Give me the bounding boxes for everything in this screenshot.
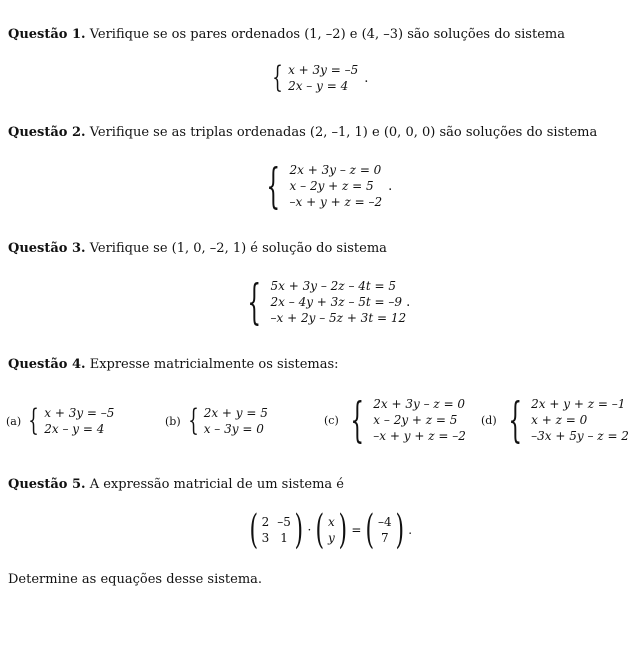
vector-entry: 7 [381, 531, 389, 545]
left-brace-icon: { [28, 403, 39, 438]
right-paren-icon: ) [294, 507, 303, 553]
question-1-text: Verifique se os pares ordenados (1, –2) e (4, –3) são soluções do sistema [89, 27, 565, 42]
equation: x – 2y + z = 5 [289, 179, 374, 193]
equation: x – 3y = 0 [203, 422, 264, 436]
left-brace-icon: { [187, 403, 199, 438]
question-4 [8, 357, 339, 372]
question-4-text: Expresse matricialmente os sistemas: [89, 357, 339, 372]
question-3-text: Verifique se (1, 0, –2, 1) é solução do sistema [89, 241, 387, 256]
coefficient-matrix [262, 515, 291, 545]
period: . [388, 178, 393, 194]
left-paren-icon: ( [249, 507, 259, 553]
question-1-system [268, 62, 368, 94]
left-paren-icon: ( [365, 507, 375, 553]
variable-vector [328, 515, 335, 545]
question-4a-system [6, 405, 114, 437]
question-5-text: A expressão matricial de um sistema é [89, 477, 344, 492]
left-brace-icon: { [266, 158, 281, 214]
matrix-entry: 1 [280, 531, 288, 545]
question-2-system [258, 158, 393, 214]
period: . [408, 523, 413, 537]
period: . [364, 70, 369, 86]
equation: x – 2y + z = 5 [373, 413, 458, 427]
question-4b-system [165, 405, 268, 437]
equation: –x + y + z = –2 [373, 429, 466, 443]
period: . [406, 294, 411, 310]
question-3 [8, 241, 387, 256]
equation: 2x – y = 4 [288, 79, 349, 93]
equation: 2x + y + z = –1 [531, 397, 626, 411]
right-paren-icon: ) [395, 507, 404, 553]
question-2-text: Verifique se as triplas ordenadas (2, –1, 1) e (0, 0, 0) são soluções do sistema [89, 125, 598, 140]
vector-entry: –4 [378, 515, 392, 529]
item-label: (a) [6, 414, 22, 428]
matrix-equation [246, 507, 413, 553]
equation: 2x – y = 4 [44, 422, 105, 436]
matrix-entry: 3 [261, 531, 270, 545]
question-1-label: Questão 1. [8, 27, 86, 42]
left-brace-icon: { [247, 274, 262, 330]
left-brace-icon: { [350, 392, 364, 448]
item-label: (b) [165, 414, 181, 428]
equation: –x + y + z = –2 [289, 195, 383, 209]
item-label: (c) [324, 413, 339, 427]
equals-sign: = [351, 523, 362, 537]
left-brace-icon: { [272, 60, 283, 95]
equation: 5x + 3y – 2z – 4t = 5 [270, 279, 397, 293]
question-4-label: Questão 4. [8, 357, 86, 372]
equation: x + 3y = –5 [288, 63, 359, 77]
equation: –3x + 5y – z = 2 [531, 429, 629, 443]
constant-vector [378, 515, 392, 545]
equation: –x + 2y – 5z + 3t = 12 [270, 311, 407, 325]
question-5-instruction: Determine as equações desse sistema. [8, 572, 263, 587]
question-1 [8, 27, 565, 42]
equation: 2x + 3y – z = 0 [373, 397, 466, 411]
equation: 2x + 3y – z = 0 [289, 163, 382, 177]
question-4c-system [324, 392, 466, 448]
question-2-label: Questão 2. [8, 125, 86, 140]
vector-entry: y [327, 531, 335, 545]
matrix-entry: –5 [277, 515, 291, 529]
multiply-dot: · [307, 523, 312, 537]
vector-entry: x [327, 515, 335, 529]
equation: 2x + y = 5 [203, 406, 268, 420]
left-paren-icon: ( [315, 507, 325, 553]
question-4d-system [481, 392, 629, 448]
equation: 2x – 4y + 3z – 5t = –9 [270, 295, 403, 309]
question-3-label: Questão 3. [8, 241, 86, 256]
right-paren-icon: ) [338, 507, 347, 553]
equation: x + 3y = –5 [44, 406, 115, 420]
question-5-label: Questão 5. [8, 477, 86, 492]
question-3-system [239, 274, 411, 330]
item-label: (d) [481, 413, 497, 427]
question-5 [8, 477, 344, 492]
left-brace-icon: { [508, 392, 522, 448]
matrix-entry: 2 [261, 515, 270, 529]
equation: x + z = 0 [531, 413, 588, 427]
question-2 [8, 125, 597, 140]
